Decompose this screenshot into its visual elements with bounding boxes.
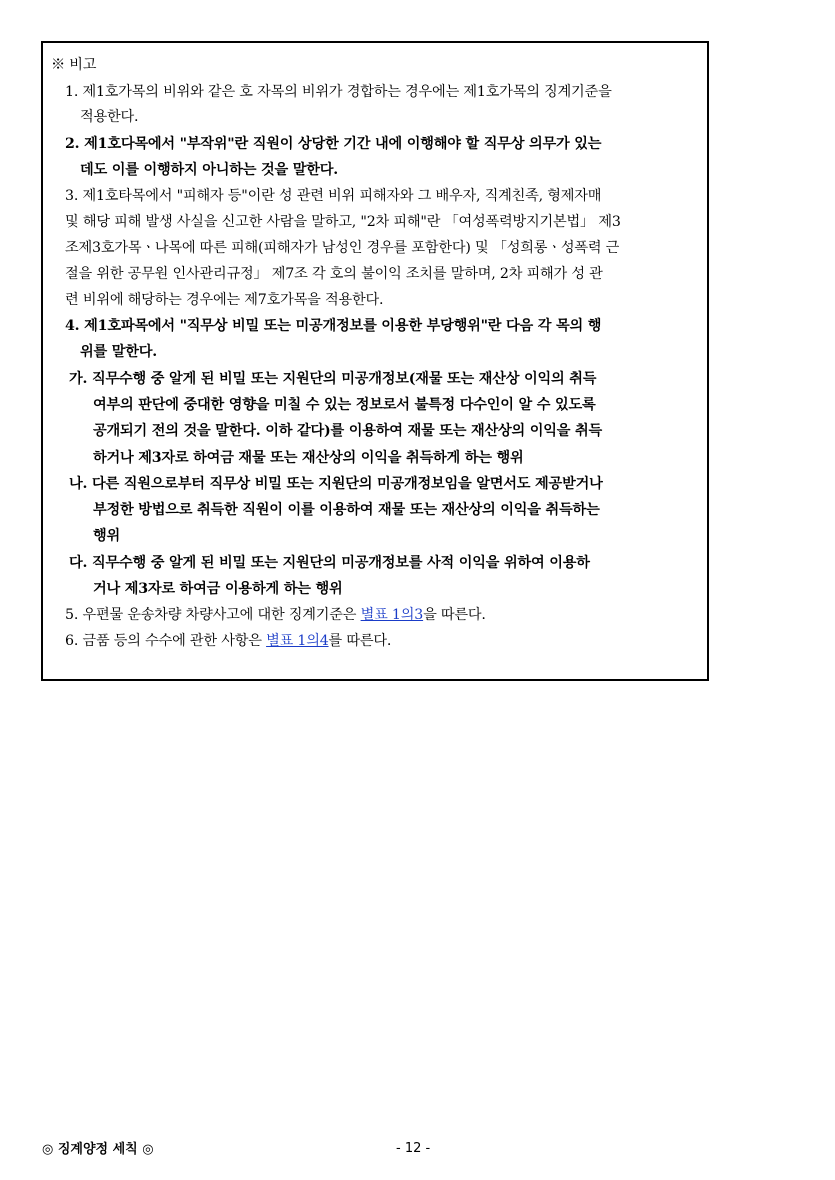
remark-2-line-1: 2. 제1호다목에서 "부작위"란 직원이 상당한 기간 내에 이행해야 할 직무상 의무가 있는 xyxy=(65,136,602,152)
remark-2-line-2: 데도 이를 이행하지 아니하는 것을 말한다. xyxy=(80,162,339,178)
remark-4-da-line-2: 거나 제3자로 하여금 이용하게 하는 행위 xyxy=(93,581,343,597)
remark-3-line-4: 절을 위한 공무원 인사관리규정」 제7조 각 호의 불이익 조치를 말하며, 2차 피해가 성 관 xyxy=(65,266,603,282)
remark-4-line-2: 위를 말한다. xyxy=(80,344,158,360)
remark-4-ga-line-1: 가. 직무수행 중 알게 된 비밀 또는 지원단의 미공개정보(재물 또는 재산상 이익의 취득 xyxy=(69,371,597,387)
remarks-box xyxy=(41,41,709,681)
remark-5-prefix: 5. 우편물 운송차량 차량사고에 대한 징계기준은 xyxy=(65,607,361,623)
remark-3-line-2: 및 해당 피해 발생 사실을 신고한 사람을 말하고, "2차 피해"란 「여성폭력방지기본법」 제3 xyxy=(65,214,621,230)
remark-4-da-line-1: 다. 직무수행 중 알게 된 비밀 또는 지원단의 미공개정보를 사적 이익을 위하여 이용하 xyxy=(69,555,590,571)
remark-6-prefix: 6. 금품 등의 수수에 관한 사항은 xyxy=(65,633,267,649)
footer-document-name: ◎ 징계양정 세칙 ◎ xyxy=(42,1142,154,1157)
remark-6-line xyxy=(65,631,391,651)
appendix-1-3-link[interactable]: 별표 1의3 xyxy=(360,607,424,623)
remark-4-ga-line-3: 공개되기 전의 것을 말한다. 이하 같다)를 이용하여 재물 또는 재산상의 이익을 취득 xyxy=(93,423,603,439)
remark-4-na-line-1: 나. 다른 직원으로부터 직무상 비밀 또는 지원단의 미공개정보임을 알면서도 제공받거나 xyxy=(69,476,603,492)
remarks-heading: ※ 비고 xyxy=(51,57,97,73)
remark-6-suffix: 를 따른다. xyxy=(328,633,392,649)
remark-4-na-line-3: 행위 xyxy=(93,528,121,544)
remark-1-line-1: 1. 제1호가목의 비위와 같은 호 자목의 비위가 경합하는 경우에는 제1호가목의 징계기준을 xyxy=(65,84,612,100)
page-number: - 12 - xyxy=(396,1141,431,1156)
remark-4-ga-line-4: 하거나 제3자로 하여금 재물 또는 재산상의 이익을 취득하게 하는 행위 xyxy=(93,450,524,466)
remark-3-line-3: 조제3호가목ㆍ나목에 따른 피해(피해자가 남성인 경우를 포함한다) 및 「성희롱ㆍ성폭력 근 xyxy=(65,240,620,256)
remark-1-line-2: 적용한다. xyxy=(80,109,139,125)
remark-4-na-line-2: 부정한 방법으로 취득한 직원이 이를 이용하여 재물 또는 재산상의 이익을 취득하는 xyxy=(93,502,600,518)
remark-5-suffix: 을 따른다. xyxy=(423,607,486,623)
appendix-1-4-link[interactable]: 별표 1의4 xyxy=(266,633,329,649)
remark-4-line-1: 4. 제1호파목에서 "직무상 비밀 또는 미공개정보를 이용한 부당행위"란 다음 각 목의 행 xyxy=(65,318,602,334)
remark-4-ga-line-2: 여부의 판단에 중대한 영향을 미칠 수 있는 정보로서 불특정 다수인이 알 수 있도록 xyxy=(93,397,596,413)
remark-3-line-1: 3. 제1호타목에서 "피해자 등"이란 성 관련 비위 피해자와 그 배우자, 직계친족, 형제자매 xyxy=(65,188,602,204)
remark-3-line-5: 련 비위에 해당하는 경우에는 제7호가목을 적용한다. xyxy=(65,292,384,308)
remark-5-line xyxy=(65,605,486,625)
